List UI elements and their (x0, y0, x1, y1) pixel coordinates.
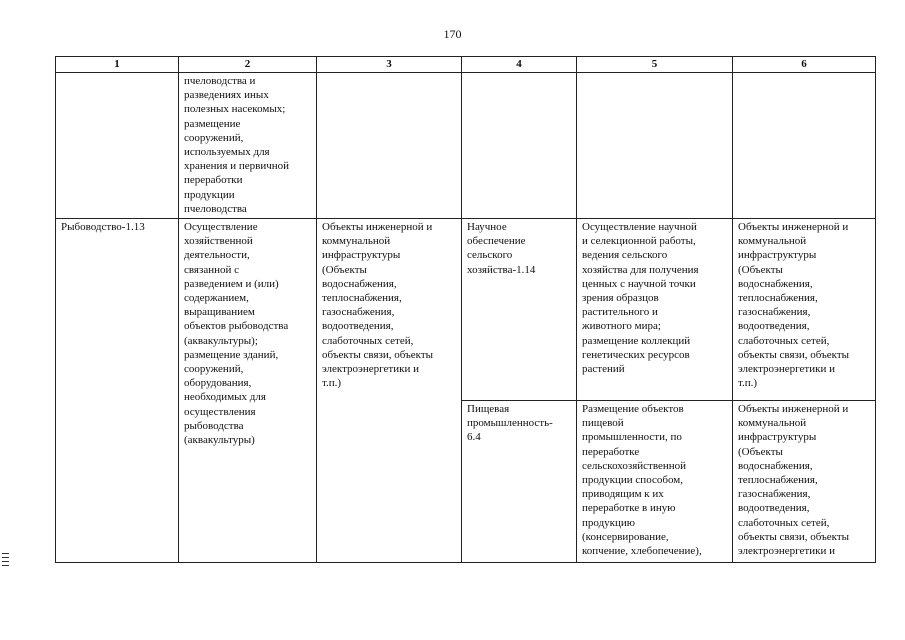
cell-food-infrastructure: Объекты инженерной и коммунальной инфраструктуры (Объекты водоснабжения, теплоснабжения, газоснабжения, водоотведения, слаботочных сетей, объекты связи, объекты электроэнергетики и (733, 401, 876, 563)
cell-continuation-col2: пчеловодства и разведениях иных полезных насекомых; размещение сооружений, используемых для хранения и первичной переработки продукции пчеловодства (179, 73, 317, 219)
cell-continuation-col4 (462, 73, 577, 219)
cell-continuation-col1 (56, 73, 179, 219)
cell-food-description: Размещение объектов пищевой промышленности, по переработке сельскохозяйственной продукции способом, приводящим к их переработке в иную продукцию (консервирование, копчение, хлебопечение), (577, 401, 733, 563)
cell-fish-use-name: Рыбоводство-1.13 (56, 219, 179, 563)
header-col-3: 3 (317, 57, 462, 73)
cell-continuation-col6 (733, 73, 876, 219)
cell-science-infrastructure: Объекты инженерной и коммунальной инфраструктуры (Объекты водоснабжения, теплоснабжения, газоснабжения, водоотведения, слаботочных сетей, объекты связи, объекты электроэнергетики и т.п.) (733, 219, 876, 401)
header-row (56, 57, 876, 73)
table-row (56, 73, 876, 219)
cell-food-use-name: Пищевая промышленность- 6.4 (462, 401, 577, 563)
cell-fish-infrastructure: Объекты инженерной и коммунальной инфраструктуры (Объекты водоснабжения, теплоснабжения, газоснабжения, водоотведения, слаботочных сетей, объекты связи, объекты электроэнергетики и т.п.) (317, 219, 462, 563)
table-row (56, 219, 876, 401)
header-col-5: 5 (577, 57, 733, 73)
margin-scan-mark (2, 553, 9, 575)
cell-science-use-name: Научное обеспечение сельского хозяйства-1.14 (462, 219, 577, 401)
cell-continuation-col3 (317, 73, 462, 219)
header-col-1: 1 (56, 57, 179, 73)
page-number: 170 (443, 27, 462, 41)
header-col-2: 2 (179, 57, 317, 73)
cell-continuation-col5 (577, 73, 733, 219)
header-col-6: 6 (733, 57, 876, 73)
cell-fish-description: Осуществление хозяйственной деятельности, связанной с разведением и (или) содержанием, выращиванием объектов рыбоводства (аквакультуры); размещение зданий, сооружений, оборудования, необходимых для осуществления рыбоводства (аквакультуры) (179, 219, 317, 563)
header-col-4: 4 (462, 57, 577, 73)
land-use-table (55, 56, 876, 563)
cell-science-description: Осуществление научной и селекционной работы, ведения сельского хозяйства для получения ценных с научной точки зрения образцов растительного и животного мира; размещение коллекций генетических ресурсов растений (577, 219, 733, 401)
